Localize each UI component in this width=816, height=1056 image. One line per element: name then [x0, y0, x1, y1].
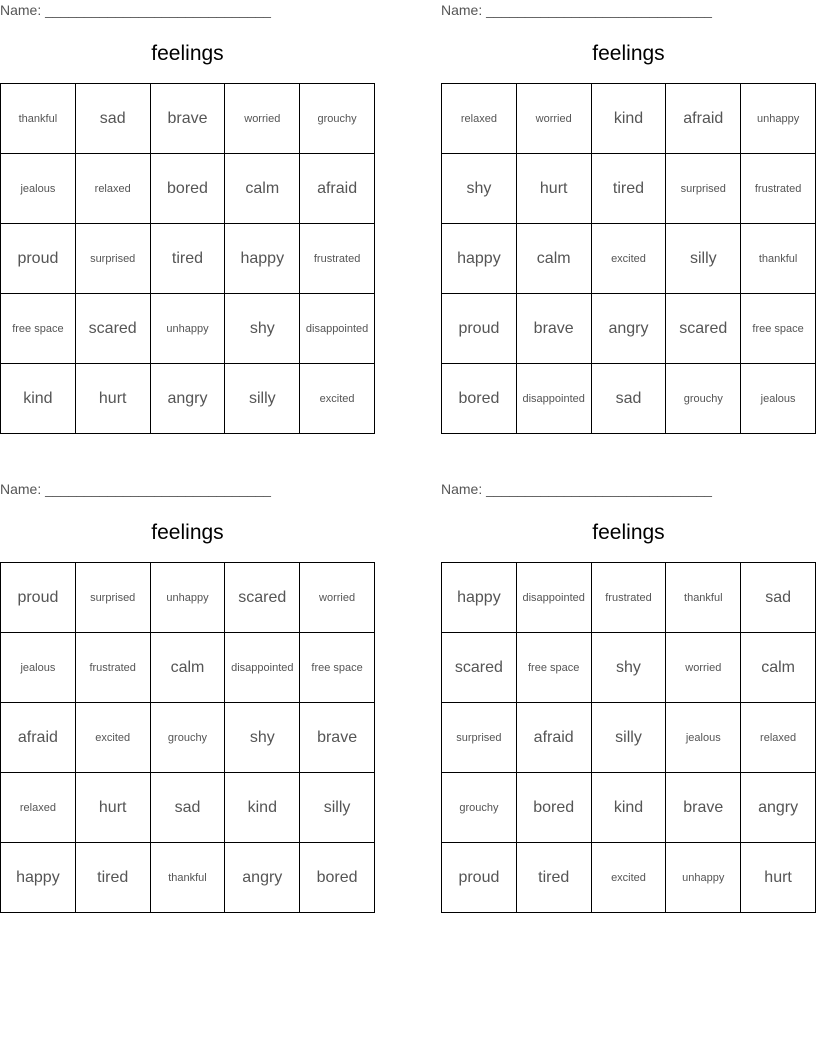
bingo-cell: surprised: [76, 563, 151, 633]
bingo-cell: excited: [592, 843, 667, 913]
bingo-cell: sad: [151, 773, 226, 843]
bingo-cell: relaxed: [1, 773, 76, 843]
bingo-cell: shy: [225, 294, 300, 364]
bingo-cell: disappointed: [517, 563, 592, 633]
bingo-cell: angry: [151, 364, 226, 434]
card-title: feelings: [151, 42, 224, 65]
bingo-cell: jealous: [1, 154, 76, 224]
bingo-cell: silly: [666, 224, 741, 294]
bingo-cell: bored: [151, 154, 226, 224]
bingo-cell: surprised: [76, 224, 151, 294]
bingo-cell: kind: [1, 364, 76, 434]
bingo-cell: frustrated: [741, 154, 816, 224]
bingo-grid: [441, 83, 816, 434]
bingo-cell: grouchy: [666, 364, 741, 434]
bingo-cell: excited: [76, 703, 151, 773]
bingo-card-2: [441, 0, 816, 436]
bingo-cell: scared: [225, 563, 300, 633]
bingo-cell: brave: [300, 703, 375, 773]
bingo-cell: calm: [225, 154, 300, 224]
bingo-cell: disappointed: [225, 633, 300, 703]
bingo-cell: proud: [1, 224, 76, 294]
bingo-cell: thankful: [666, 563, 741, 633]
card-title: feelings: [592, 42, 665, 65]
bingo-cell: unhappy: [151, 294, 226, 364]
bingo-card-1: [0, 0, 375, 436]
bingo-cell: afraid: [517, 703, 592, 773]
name-field-label: Name: _____________________________: [0, 2, 271, 18]
bingo-card-3: [0, 479, 375, 915]
bingo-cell: grouchy: [300, 84, 375, 154]
bingo-grid: [0, 562, 375, 913]
card-title: feelings: [151, 521, 224, 544]
bingo-cell: afraid: [666, 84, 741, 154]
bingo-cell: thankful: [741, 224, 816, 294]
bingo-cell: free space: [1, 294, 76, 364]
bingo-cell: kind: [592, 84, 667, 154]
bingo-card-4: [441, 479, 816, 915]
bingo-cell: surprised: [666, 154, 741, 224]
bingo-cell: scared: [442, 633, 517, 703]
bingo-cell: proud: [442, 843, 517, 913]
name-field-label: Name: _____________________________: [441, 481, 712, 497]
bingo-cell: bored: [442, 364, 517, 434]
bingo-cell: calm: [517, 224, 592, 294]
bingo-cell: jealous: [741, 364, 816, 434]
bingo-cell: tired: [76, 843, 151, 913]
bingo-cell: frustrated: [300, 224, 375, 294]
bingo-cell: afraid: [1, 703, 76, 773]
bingo-cell: afraid: [300, 154, 375, 224]
bingo-cell: angry: [741, 773, 816, 843]
bingo-grid: [441, 562, 816, 913]
bingo-cell: tired: [592, 154, 667, 224]
bingo-cell: sad: [741, 563, 816, 633]
bingo-cell: hurt: [741, 843, 816, 913]
bingo-cell: kind: [592, 773, 667, 843]
bingo-cell: worried: [666, 633, 741, 703]
bingo-cell: worried: [225, 84, 300, 154]
bingo-cell: happy: [442, 563, 517, 633]
bingo-cell: tired: [517, 843, 592, 913]
bingo-cell: sad: [592, 364, 667, 434]
bingo-cell: shy: [592, 633, 667, 703]
name-field-label: Name: _____________________________: [0, 481, 271, 497]
bingo-cell: bored: [300, 843, 375, 913]
bingo-cell: proud: [442, 294, 517, 364]
bingo-cell: silly: [300, 773, 375, 843]
bingo-cell: excited: [592, 224, 667, 294]
bingo-cell: shy: [225, 703, 300, 773]
bingo-cell: grouchy: [442, 773, 517, 843]
bingo-cell: brave: [517, 294, 592, 364]
bingo-cell: frustrated: [592, 563, 667, 633]
bingo-cell: grouchy: [151, 703, 226, 773]
bingo-cell: free space: [300, 633, 375, 703]
bingo-cell: free space: [741, 294, 816, 364]
bingo-cell: free space: [517, 633, 592, 703]
bingo-cell: unhappy: [151, 563, 226, 633]
bingo-cell: angry: [592, 294, 667, 364]
bingo-cell: calm: [741, 633, 816, 703]
bingo-cell: scared: [76, 294, 151, 364]
bingo-grid: [0, 83, 375, 434]
bingo-cell: thankful: [1, 84, 76, 154]
bingo-cell: scared: [666, 294, 741, 364]
bingo-cell: happy: [225, 224, 300, 294]
bingo-cell: disappointed: [300, 294, 375, 364]
bingo-cell: shy: [442, 154, 517, 224]
bingo-cell: jealous: [1, 633, 76, 703]
bingo-cell: silly: [225, 364, 300, 434]
bingo-cell: excited: [300, 364, 375, 434]
bingo-cell: relaxed: [442, 84, 517, 154]
bingo-cell: angry: [225, 843, 300, 913]
bingo-cell: tired: [151, 224, 226, 294]
bingo-cell: worried: [517, 84, 592, 154]
bingo-cell: sad: [76, 84, 151, 154]
bingo-cell: bored: [517, 773, 592, 843]
bingo-cell: hurt: [76, 364, 151, 434]
bingo-cell: brave: [151, 84, 226, 154]
bingo-cell: happy: [442, 224, 517, 294]
bingo-cell: relaxed: [76, 154, 151, 224]
bingo-cell: calm: [151, 633, 226, 703]
bingo-cell: happy: [1, 843, 76, 913]
bingo-cell: surprised: [442, 703, 517, 773]
bingo-cell: hurt: [517, 154, 592, 224]
bingo-cell: silly: [592, 703, 667, 773]
bingo-cell: kind: [225, 773, 300, 843]
bingo-cell: unhappy: [666, 843, 741, 913]
name-field-label: Name: _____________________________: [441, 2, 712, 18]
bingo-cell: unhappy: [741, 84, 816, 154]
bingo-cell: disappointed: [517, 364, 592, 434]
bingo-cell: worried: [300, 563, 375, 633]
card-title: feelings: [592, 521, 665, 544]
bingo-cell: jealous: [666, 703, 741, 773]
bingo-cell: brave: [666, 773, 741, 843]
bingo-cell: proud: [1, 563, 76, 633]
bingo-cell: frustrated: [76, 633, 151, 703]
bingo-cell: hurt: [76, 773, 151, 843]
bingo-cell: thankful: [151, 843, 226, 913]
bingo-cell: relaxed: [741, 703, 816, 773]
